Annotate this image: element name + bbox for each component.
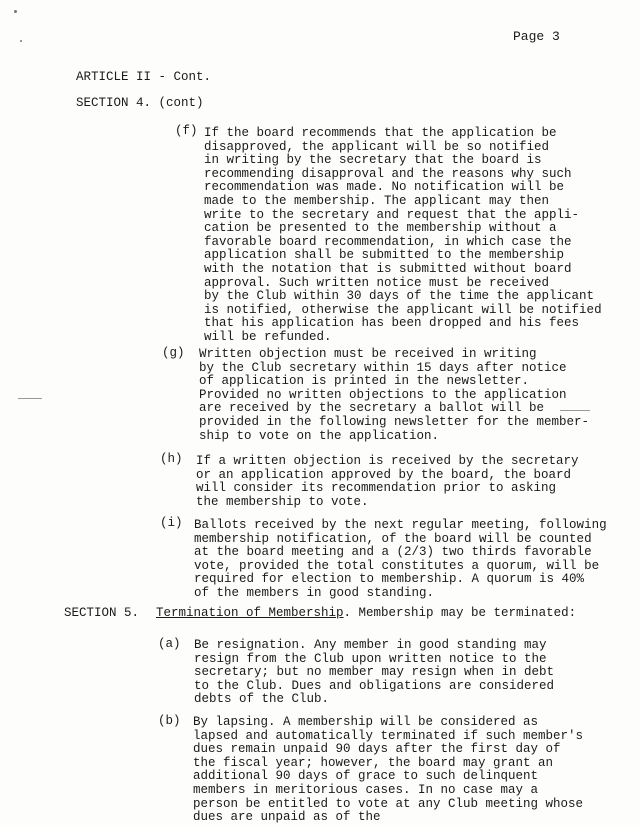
scan-speck: [20, 40, 22, 42]
text-line: Ballots received by the next regular meeting, following: [194, 518, 607, 532]
text-line: Provided no written objections to the application: [199, 387, 567, 402]
section-5-title-underlined: Termination of Membership: [156, 606, 344, 620]
article-heading: ARTICLE II - Cont.: [76, 70, 212, 84]
text-line: by the Club within 30 days of the time the applicant: [204, 289, 595, 304]
text-line: If the board recommends that the application be: [204, 126, 557, 140]
text-line: disapproved, the applicant will be so notified: [204, 139, 550, 154]
text-line: to the Club. Dues and obligations are considered: [194, 678, 555, 693]
text-line: debts of the Club.: [194, 692, 330, 707]
text-line: resign from the Club upon written notice to the: [194, 651, 547, 666]
item-f-text: [204, 127, 602, 345]
text-line: dues are unpaid as of the: [193, 810, 381, 825]
text-line: If a written objection is received by the secretary: [196, 454, 579, 468]
text-line: the membership to vote.: [196, 494, 369, 509]
text-line: recommendation was made. No notification will be: [204, 180, 565, 195]
text-line: membership notification, of the board will be counted: [194, 531, 592, 546]
text-line: are received by the secretary a ballot will be: [199, 401, 545, 416]
item-a-text: [194, 639, 554, 707]
text-line: ship to vote on the application.: [199, 428, 440, 443]
page-number: Page 3: [513, 29, 560, 44]
text-line: vote, provided the total constitutes a quorum, will be: [194, 558, 600, 573]
text-line: members in meritorious cases. In no case may a: [193, 782, 539, 797]
text-line: provided in the following newsletter for the member-: [199, 414, 590, 429]
text-line: made to the membership. The applicant may then: [204, 193, 550, 208]
text-line: favorable board recommendation, in which case the: [204, 234, 572, 249]
text-line: the fiscal year; however, the board may grant an: [193, 755, 554, 770]
text-line: by the Club secretary within 15 days after notice: [199, 360, 567, 375]
text-line: will be refunded.: [204, 329, 332, 344]
text-line: of application is printed in the newsletter.: [199, 374, 530, 389]
item-b-text: [193, 716, 583, 825]
item-i-label: (i): [160, 516, 183, 530]
item-a-label: (a): [158, 637, 181, 651]
text-line: cation be presented to the membership without a: [204, 221, 557, 236]
text-line: dues remain unpaid 90 days after the first day of: [193, 742, 561, 757]
section-5-heading: SECTION 5.: [64, 606, 140, 620]
text-line: approval. Such written notice must be received: [204, 275, 550, 290]
section-5-title: [156, 606, 576, 620]
item-g-label: (g): [162, 346, 185, 360]
item-g-text: [199, 348, 589, 443]
text-line: or an application approved by the board, the board: [196, 467, 572, 482]
text-line: By lapsing. A membership will be considered as: [193, 715, 539, 729]
scan-mark: [18, 398, 42, 399]
text-line: person be entitled to vote at any Club meeting whose: [193, 796, 584, 811]
text-line: of the members in good standing.: [194, 585, 435, 600]
text-line: write to the secretary and request that the appli-: [204, 207, 580, 222]
item-b-label: (b): [158, 714, 181, 728]
item-f-label: (f): [175, 124, 198, 138]
text-line: will consider its recommendation prior to asking: [196, 481, 557, 496]
section-4-heading: SECTION 4. (cont): [76, 96, 204, 110]
text-line: Be resignation. Any member in good standing may: [194, 638, 547, 652]
item-h-text: [196, 455, 579, 509]
text-line: application shall be submitted to the membership: [204, 248, 565, 263]
text-line: in writing by the secretary that the board is: [204, 153, 542, 168]
text-line: is notified, otherwise the applicant will be notified: [204, 302, 602, 317]
text-line: additional 90 days of grace to such delinquent: [193, 769, 539, 784]
text-line: at the board meeting and a (2/3) two thirds favorable: [194, 545, 592, 560]
section-5-title-rest: . Membership may be terminated:: [343, 606, 577, 620]
text-line: required for election to membership. A quorum is 40%: [194, 572, 585, 587]
text-line: Written objection must be received in writing: [199, 347, 537, 361]
scan-speck: [14, 10, 17, 13]
text-line: recommending disapproval and the reasons why such: [204, 166, 572, 181]
text-line: with the notation that is submitted without board: [204, 261, 572, 276]
text-line: lapsed and automatically terminated if such member's: [193, 728, 584, 743]
item-h-label: (h): [160, 452, 183, 466]
item-i-text: [194, 519, 607, 601]
text-line: secretary; but no member may resign when in debt: [194, 665, 555, 680]
text-line: that his application has been dropped and his fees: [204, 316, 580, 331]
